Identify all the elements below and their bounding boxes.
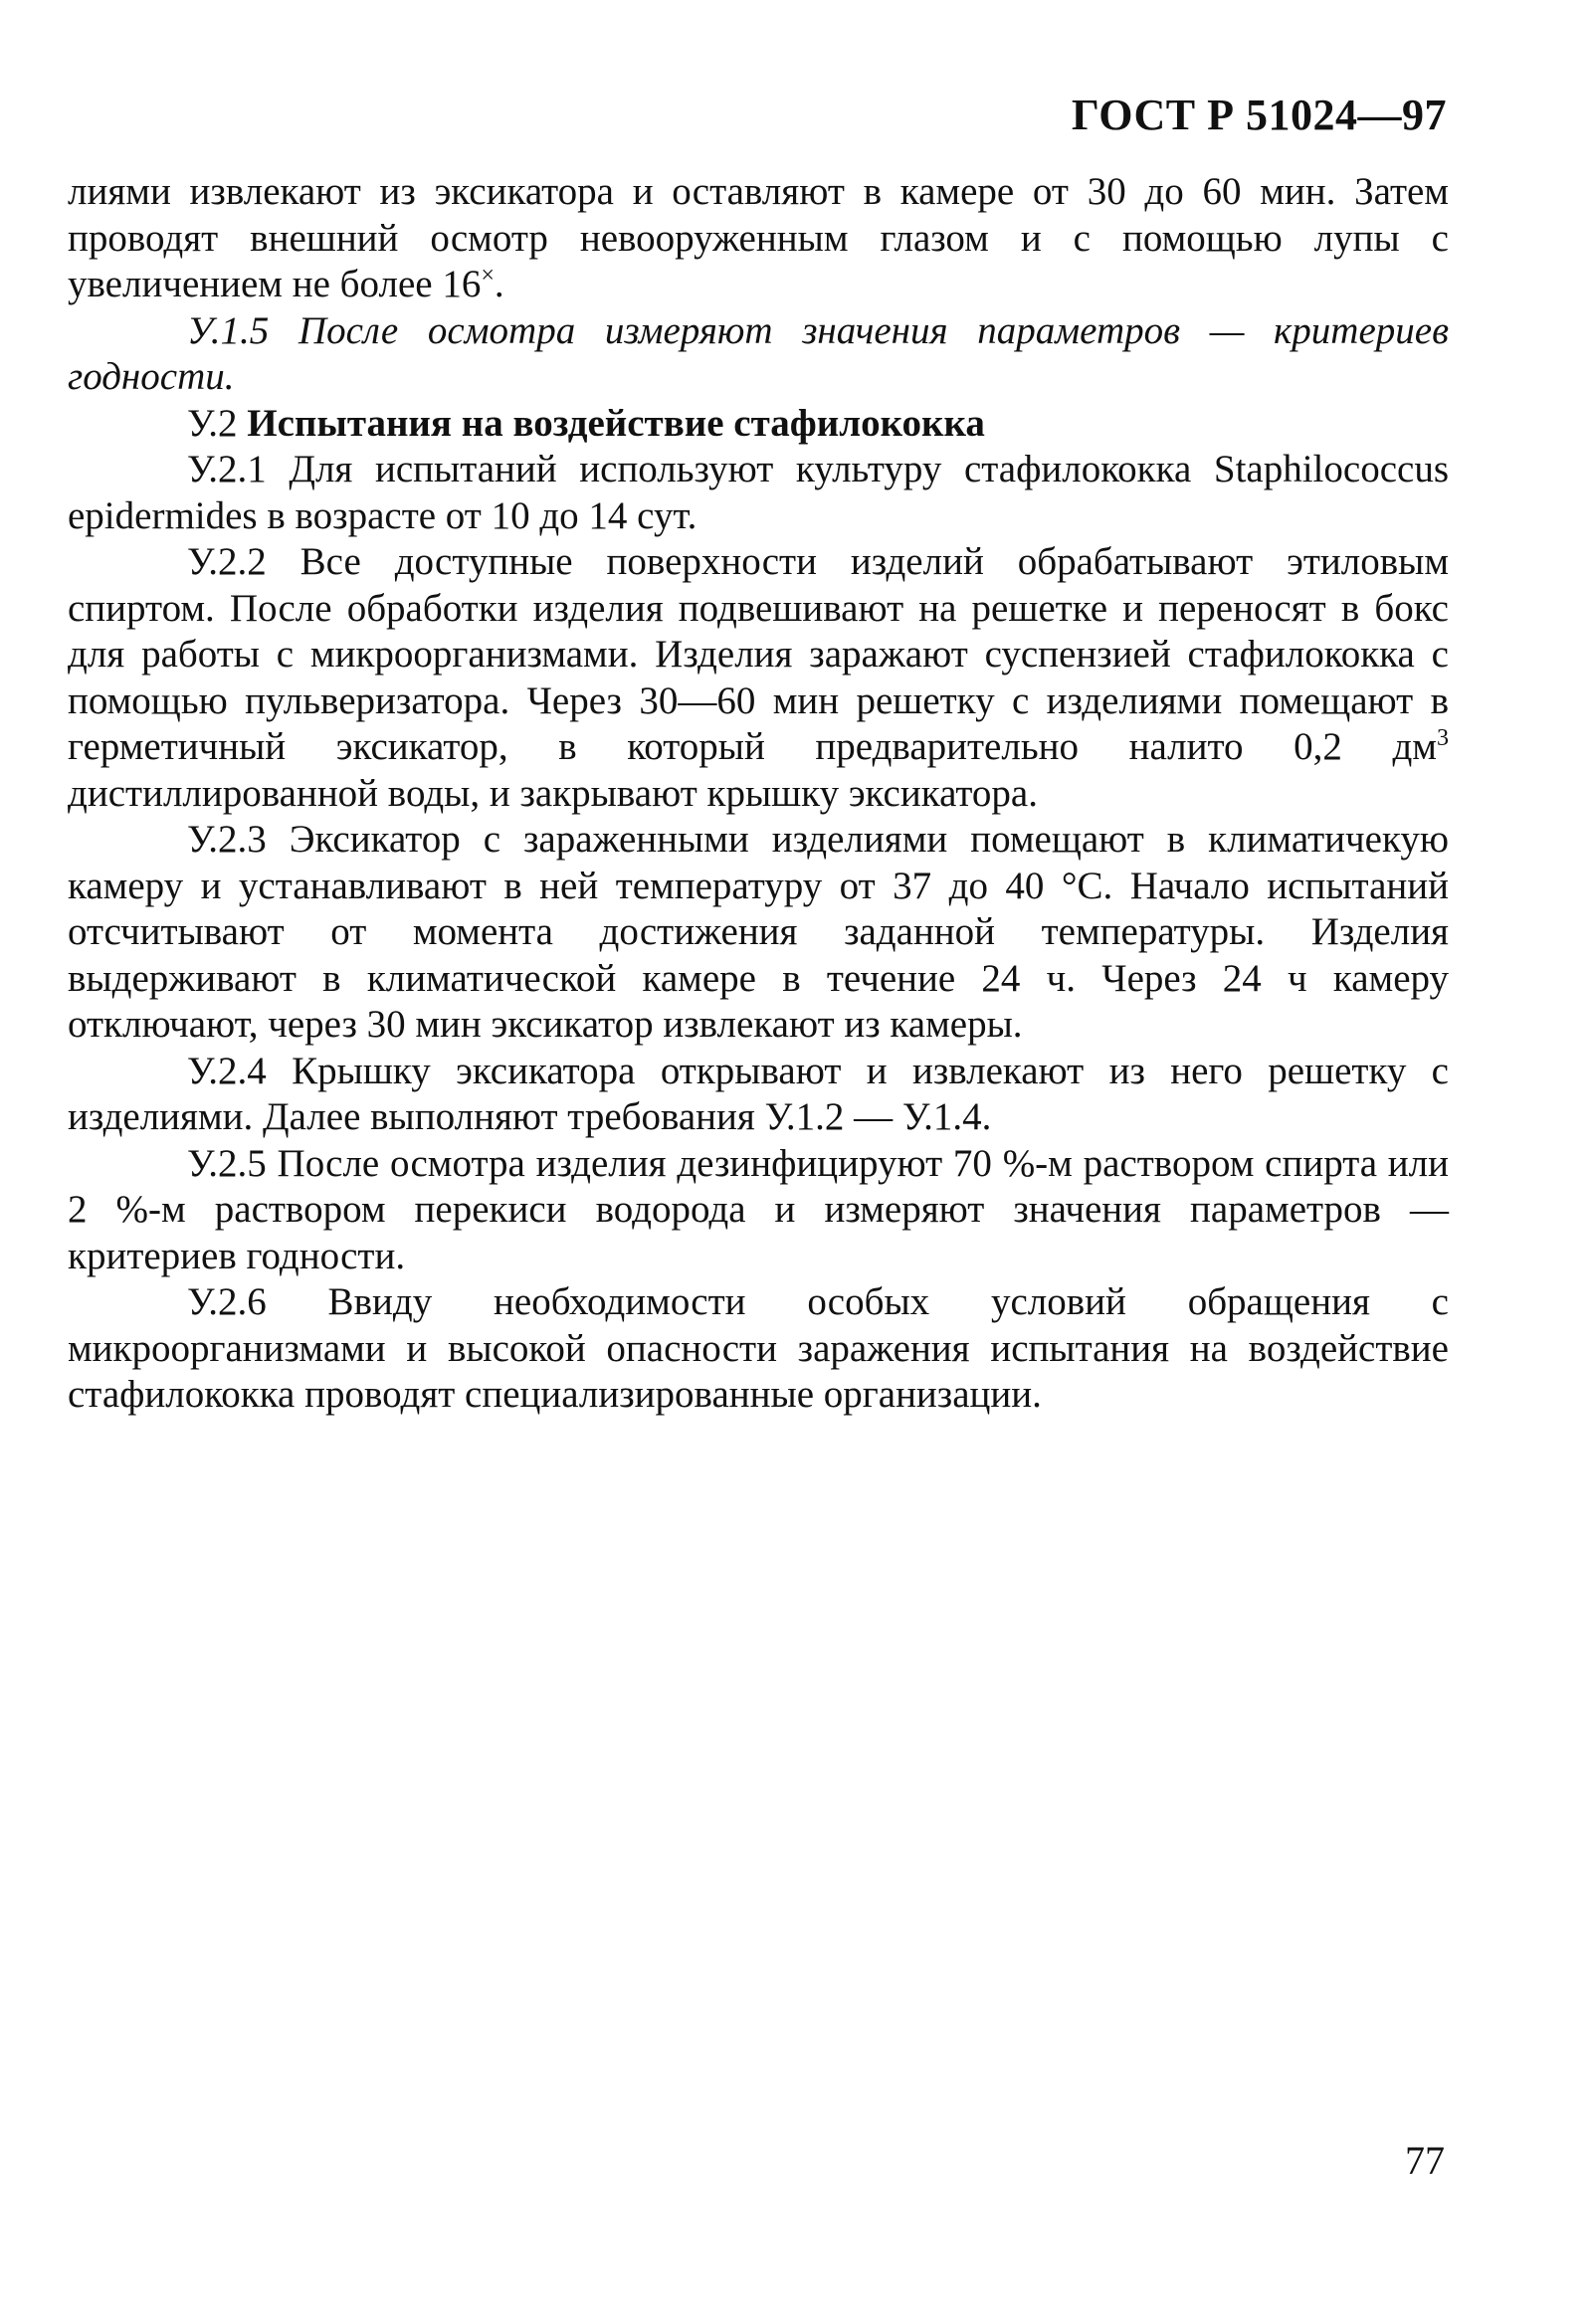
paragraph-u-2-6: У.2.6 Ввиду необходимости особых условий обращения с микроорганизмами и высокой опасности заражения испытания на воздействие стафилококка проводят специализированные организации. — [68, 1280, 1449, 1416]
document-body — [68, 169, 1449, 1419]
document-code-header: ГОСТ Р 51024—97 — [1071, 91, 1447, 139]
magnification-superscript: × — [481, 263, 495, 289]
section-heading-u-2 — [68, 401, 1449, 448]
paragraph-u-1-5: У.1.5 После осмотра измеряют значения параметров — критериев годности. — [68, 308, 1449, 398]
paragraph-u-2-2-text: У.2.2 Все доступные поверхности изделий обрабатывают этиловым спиртом. После обработки изделия подвешивают на решетке и переносят в бокс для работы с микроорганизмами. Изделия заражают суспензией стафилококка с помощью пульверизатора. Через 30—60 мин решетку с изделиями помещают в герметичный эксикатор, в который предварительно налито 0,2 дм — [68, 540, 1449, 768]
paragraph-u-2-3: У.2.3 Эксикатор с зараженными изделиями помещают в климатичекую камеру и устанавливают в ней температуру от 37 до 40 °С. Начало испытаний отсчитывают от момента достижения заданной температуры. Изделия выдерживают в климатической камере в течение 24 ч. Через 24 ч камеру отключают, через 30 мин эксикатор извлекают из камеры. — [68, 818, 1449, 1046]
paragraph-continuation-text: лиями извлекают из эксикатора и оставляют в камере от 30 до 60 мин. Затем проводят внешний осмотр невооруженным глазом и с помощью лупы с увеличением не более 16 — [68, 170, 1449, 305]
paragraph-u-2-2 — [68, 539, 1449, 817]
paragraph-continuation — [68, 169, 1449, 308]
paragraph-u-2-1: У.2.1 Для испытаний используют культуру стафилококка Staphilococcus epidermides в возрасте от 10 до 14 сут. — [68, 448, 1449, 537]
paragraph-u-2-2-text-end: дистиллированной воды, и закрывают крышку эксикатора. — [68, 771, 1038, 815]
section-title: Испытания на воздействие стафилококка — [247, 401, 985, 445]
paragraph-u-2-4: У.2.4 Крышку эксикатора открывают и извлекают из него решетку с изделиями. Далее выполняют требования У.1.2 — У.1.4. — [68, 1049, 1449, 1138]
section-number: У.2 — [187, 401, 238, 445]
paragraph-continuation-end: . — [494, 263, 504, 305]
cubic-superscript: 3 — [1437, 725, 1449, 751]
paragraph-u-2-5: У.2.5 После осмотра изделия дезинфицируют 70 %-м раствором спирта или 2 %-м раствором перекиси водорода и измеряют значения параметров — критериев годности. — [68, 1141, 1449, 1277]
page-number: 77 — [1405, 2138, 1445, 2183]
